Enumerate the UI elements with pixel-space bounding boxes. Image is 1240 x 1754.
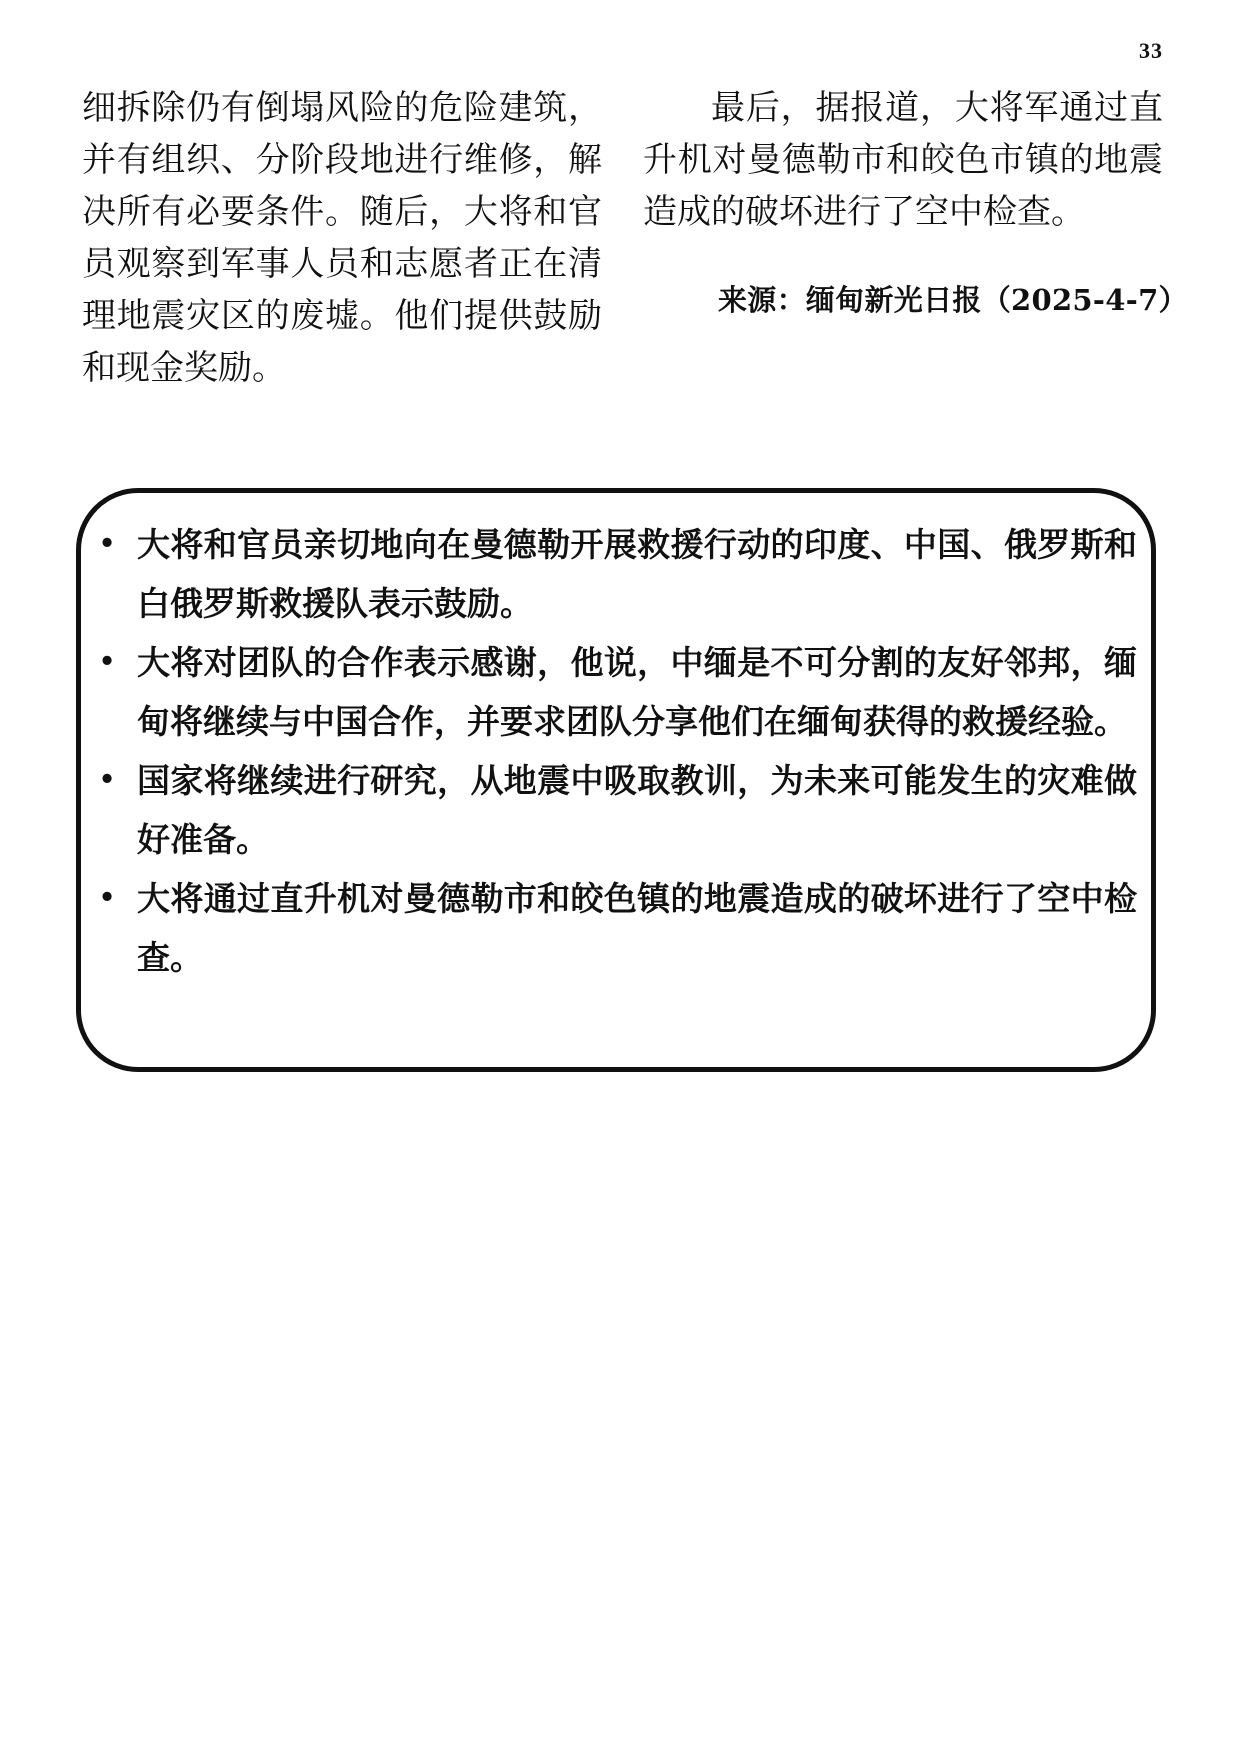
summary-item-text: 大将和官员亲切地向在曼德勒开展救援行动的印度、中国、俄罗斯和白俄罗斯救援队表示鼓励。 [137,525,1137,623]
summary-item-text: 国家将继续进行研究，从地震中吸取教训，为未来可能发生的灾难做好准备。 [137,761,1137,859]
summary-item [98,751,1137,869]
right-column [643,82,1163,238]
bullet-icon: • [98,529,116,559]
summary-item [98,633,1137,751]
bullet-icon: • [98,765,116,795]
bullet-icon: • [98,883,116,913]
summary-box [76,488,1156,1072]
summary-item-text: 大将对团队的合作表示感谢，他说，中缅是不可分割的友好邻邦，缅甸将继续与中国合作，并要求团队分享他们在缅甸获得的救援经验。 [137,643,1137,741]
left-column-paragraph: 细拆除仍有倒塌风险的危险建筑，并有组织、分阶段地进行维修，解决所有必要条件。随后，大将和官员观察到军事人员和志愿者正在清理地震灾区的废墟。他们提供鼓励和现金奖励。 [82,88,602,388]
summary-item-text: 大将通过直升机对曼德勒市和皎色镇的地震造成的破坏进行了空中检查。 [137,879,1137,977]
bullet-icon: • [98,647,116,677]
source-citation: 来源：缅甸新光日报（2025-4-7） [718,283,1188,317]
left-column [82,82,602,394]
right-column-paragraph: 最后，据报道，大将军通过直升机对曼德勒市和皎色市镇的地震造成的破坏进行了空中检查。 [643,88,1163,232]
summary-item [98,869,1137,987]
page-number: 33 [1139,38,1163,63]
summary-item [98,515,1137,633]
summary-list [98,515,1137,987]
